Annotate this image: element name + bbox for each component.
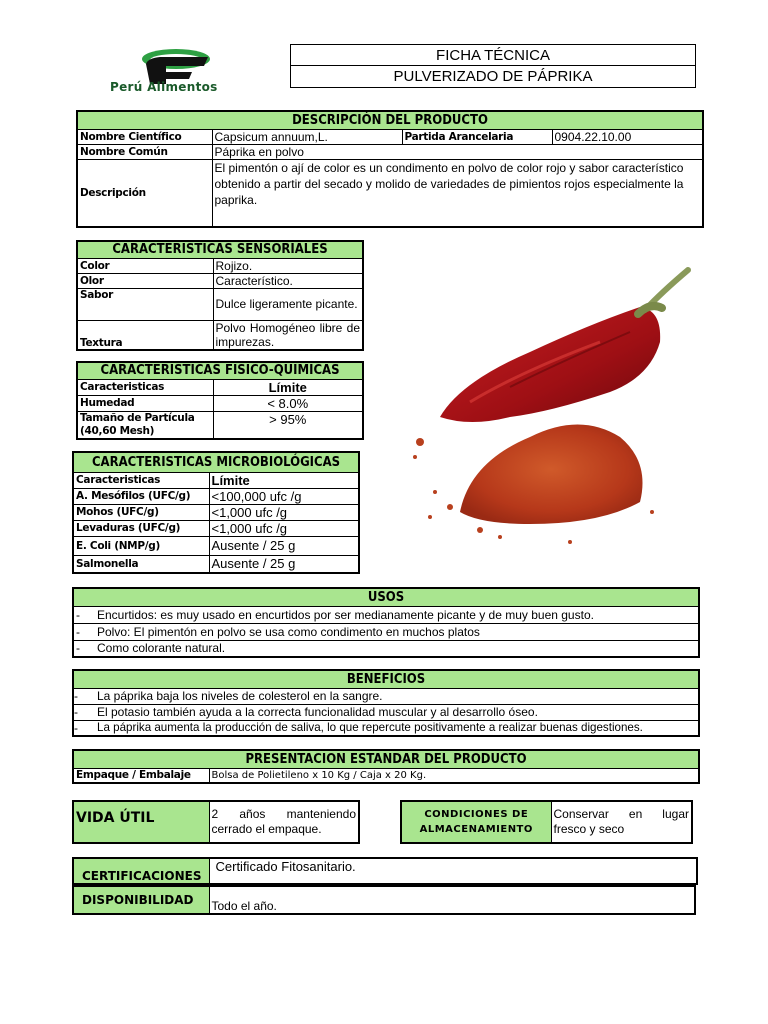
particula-value: > 95% xyxy=(213,411,363,439)
textura-label: Textura xyxy=(77,320,213,350)
disponibilidad-label: DISPONIBILIDAD xyxy=(73,886,209,914)
almacenamiento-label: CONDICIONES DE ALMACENAMIENTO xyxy=(401,801,551,843)
beneficios-item: El potasio también ayuda a la correcta funcionalidad muscular y al desarrollo óseo. xyxy=(95,704,699,720)
particula-label: Tamaño de Partícula (40,60 Mesh) xyxy=(77,411,213,439)
beneficios-heading: BENEFICIOS xyxy=(73,670,699,688)
mesofilos-value: <100,000 ufc /g xyxy=(209,488,359,504)
micro-table xyxy=(72,451,360,574)
disponibilidad-table xyxy=(72,885,696,915)
salmonella-label: Salmonella xyxy=(73,555,209,573)
certificaciones-table xyxy=(72,857,698,885)
empaque-label: Empaque / Embalaje xyxy=(73,768,209,783)
descripcion-value: El pimentón o ají de color es un condimento en polvo de color rojo y sabor característico obtenido a partir del secado y molido de variedades de pimientos rojos especialmente la paprika. xyxy=(212,159,703,227)
beneficios-item: La páprika aumenta la producción de saliva, lo que repercute positivamente a realizar buenas digestiones. xyxy=(95,720,699,736)
textura-value: Polvo Homogéneo libre de impurezas. xyxy=(213,320,363,350)
almacenamiento-table xyxy=(400,800,693,844)
usos-dash: - xyxy=(73,623,95,640)
usos-heading: USOS xyxy=(73,588,699,606)
mohos-value: <1,000 ufc /g xyxy=(209,504,359,520)
mohos-label: Mohos (UFC/g) xyxy=(73,504,209,520)
partida-label: Partida Arancelaria xyxy=(402,129,552,144)
descripcion-label: Descripción xyxy=(77,159,212,227)
nombre-comun-value: Páprika en polvo xyxy=(212,144,703,159)
presentacion-heading: PRESENTACION ESTANDAR DEL PRODUCTO xyxy=(73,750,699,768)
vida-util-table xyxy=(72,800,360,844)
vida-util-value: 2 años manteniendo cerrado el empaque. xyxy=(209,801,359,843)
sabor-label: Sabor xyxy=(77,288,213,320)
beneficios-dash: - xyxy=(73,704,95,720)
usos-dash: - xyxy=(73,640,95,657)
fisico-col2: Límite xyxy=(213,379,363,395)
logo-text: Perú Alimentos xyxy=(110,80,218,94)
usos-item: Encurtidos: es muy usado en encurtidos por ser medianamente picante y de muy buen gusto. xyxy=(95,606,699,623)
usos-item: Polvo: El pimentón en polvo se usa como condimento en muchos platos xyxy=(95,623,699,640)
paprika-image xyxy=(400,262,700,562)
levaduras-value: <1,000 ufc /g xyxy=(209,520,359,536)
beneficios-table xyxy=(72,669,700,737)
nombre-cientifico-label: Nombre Científico xyxy=(77,129,212,144)
usos-table xyxy=(72,587,700,658)
beneficios-item: La páprika baja los niveles de colesterol en la sangre. xyxy=(95,688,699,704)
fisico-col1: Caracteristicas xyxy=(77,379,213,395)
ecoli-label: E. Coli (NMP/g) xyxy=(73,536,209,555)
sensoriales-table xyxy=(76,240,364,351)
certificaciones-value: Certificado Fitosanitario. xyxy=(209,858,697,884)
ecoli-value: Ausente / 25 g xyxy=(209,536,359,555)
descripcion-heading: DESCRIPCIÓN DEL PRODUCTO xyxy=(77,111,703,129)
usos-item: Como colorante natural. xyxy=(95,640,699,657)
salmonella-value: Ausente / 25 g xyxy=(209,555,359,573)
color-label: Color xyxy=(77,258,213,273)
header-title-box xyxy=(290,44,696,88)
humedad-label: Humedad xyxy=(77,395,213,411)
beneficios-dash: - xyxy=(73,720,95,736)
vida-util-label: VIDA ÚTIL xyxy=(73,801,209,843)
disponibilidad-value: Todo el año. xyxy=(209,886,695,914)
nombre-comun-label: Nombre Común xyxy=(77,144,212,159)
company-logo xyxy=(100,44,250,96)
partida-value: 0904.22.10.00 xyxy=(552,129,703,144)
presentacion-table xyxy=(72,749,700,784)
mesofilos-label: A. Mesófilos (UFC/g) xyxy=(73,488,209,504)
empaque-value: Bolsa de Polietileno x 10 Kg / Caja x 20 Kg. xyxy=(209,768,699,783)
document-subtitle: PULVERIZADO DE PÁPRIKA xyxy=(291,66,696,88)
document-title: FICHA TÉCNICA xyxy=(291,45,696,66)
olor-label: Olor xyxy=(77,273,213,288)
fisico-heading: CARACTERISTICAS FISICO-QUIMICAS xyxy=(77,362,363,379)
sensoriales-heading: CARACTERISTICAS SENSORIALES xyxy=(77,241,363,258)
micro-col2: Límite xyxy=(209,472,359,488)
levaduras-label: Levaduras (UFC/g) xyxy=(73,520,209,536)
micro-heading: CARACTERISTICAS MICROBIOLÓGICAS xyxy=(73,452,359,472)
certificaciones-label: CERTIFICACIONES xyxy=(73,858,209,884)
descripcion-table xyxy=(76,110,704,228)
humedad-value: < 8.0% xyxy=(213,395,363,411)
usos-dash: - xyxy=(73,606,95,623)
micro-col1: Caracteristicas xyxy=(73,472,209,488)
almacenamiento-value: Conservar en lugar fresco y seco xyxy=(551,801,692,843)
beneficios-dash: - xyxy=(73,688,95,704)
sabor-value: Dulce ligeramente picante. xyxy=(213,288,363,320)
fisico-table xyxy=(76,361,364,440)
olor-value: Característico. xyxy=(213,273,363,288)
nombre-cientifico-value: Capsicum annuum,L. xyxy=(212,129,402,144)
color-value: Rojizo. xyxy=(213,258,363,273)
